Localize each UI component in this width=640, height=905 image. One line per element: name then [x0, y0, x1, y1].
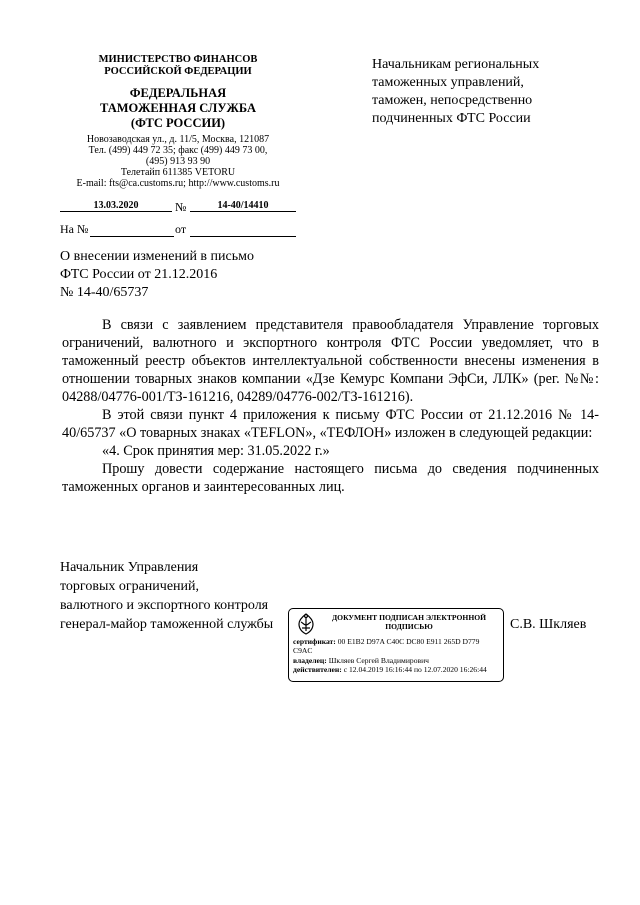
ministry-line-2: РОССИЙСКОЙ ФЕДЕРАЦИИ [104, 66, 252, 77]
recipient-line-3: таможен, непосредственно [372, 93, 533, 108]
ref-from: от [175, 222, 187, 236]
sender-address [54, 134, 302, 189]
owner-row [293, 656, 499, 665]
address-line-4: Телетайп 611385 VETORU [120, 167, 236, 178]
subject-line-2: ФТС России от 21.12.2016 [60, 267, 218, 282]
validity-label: действителен: [293, 665, 342, 675]
emblem-icon [293, 611, 319, 637]
service-line-3: (ФТС РОССИИ) [130, 116, 226, 130]
signatory-name: С.В. Шкляев [510, 617, 587, 632]
subject-line-1: О внесении изменений в письмо [60, 249, 254, 264]
electronic-signature-stamp [288, 608, 504, 682]
position-line-3: валютного и экспортного контроля [60, 598, 269, 613]
service-name [60, 86, 296, 131]
stamp-title [319, 613, 499, 631]
body-paragraph-4: Прошу довести содержание настоящего письма до сведения подчиненных таможенных органов и заинтересованных лиц. [62, 461, 599, 495]
letter-date: 13.03.2020 [93, 200, 139, 211]
validity-value: с 12.04.2019 16:16:44 по 12.07.2020 16:26:44 [343, 665, 487, 675]
certificate-value-cont: C9AC [293, 646, 313, 656]
recipient-line-2: таможенных управлений, [372, 75, 524, 90]
certificate-label: сертификат: [293, 637, 336, 646]
address-line-1: Новозаводская ул., д. 11/5, Москва, 121087 [86, 134, 270, 145]
subject-block [60, 248, 320, 302]
letter-body [62, 316, 599, 496]
body-paragraph-2: В этой связи пункт 4 приложения к письму ФТС России от 21.12.2016 № 14-40/65737 «О товарных знаках «TEFLON», «ТЕФЛОН» изложен в следующей редакции: [62, 407, 599, 441]
service-line-1: ФЕДЕРАЛЬНАЯ [129, 86, 227, 100]
subject-line-3: № 14-40/65737 [60, 285, 149, 300]
service-line-2: ТАМОЖЕННАЯ СЛУЖБА [100, 101, 256, 115]
number-sign: № [175, 200, 187, 214]
position-line-2: торговых ограничений, [60, 579, 200, 594]
certificate-row [293, 637, 499, 646]
owner-label: владелец: [293, 655, 327, 665]
letter-number: 14-40/14410 [217, 200, 269, 211]
recipient-line-4: подчиненных ФТС России [372, 111, 531, 126]
ref-number-line [90, 222, 174, 237]
ref-prefix: На № [60, 222, 89, 236]
address-line-3: (495) 913 93 90 [145, 156, 211, 167]
stamp-details [293, 637, 499, 675]
date-line [60, 195, 172, 212]
position-line-1: Начальник Управления [60, 560, 199, 575]
number-line [190, 195, 296, 212]
certificate-value: 00 E1B2 D97A C40C DC80 E911 265D D779 [337, 637, 480, 646]
address-line-2: Тел. (499) 449 72 35; факс (499) 449 73 00, [88, 145, 268, 156]
recipient-line-1: Начальникам региональных [372, 57, 540, 72]
ministry-name [60, 54, 296, 78]
body-paragraph-3: «4. Срок принятия мер: 31.05.2022 г.» [102, 443, 330, 459]
recipient-block [372, 56, 612, 128]
body-paragraph-1: В связи с заявлением представителя правообладателя Управление торговых ограничений, валютного и экспортного контроля ФТС России уведомляет, что в таможенный реестр объектов интеллектуальной собственности внесены изменения в отношении товарных знаков компании «Дзе Кемурс Компани ЭфСи, ЛЛК» (рег. №№: 04288/04776-001/ТЗ-161216, 04289/04776-002/ТЗ-161216). [62, 317, 599, 405]
owner-value: Шкляев Сергей Владимирович [328, 655, 429, 665]
address-line-5: E-mail: fts@ca.customs.ru; http://www.customs.ru [76, 178, 280, 189]
ref-date-line [190, 222, 296, 237]
ministry-line-1: МИНИСТЕРСТВО ФИНАНСОВ [98, 54, 258, 65]
validity-row [293, 665, 499, 674]
position-line-4: генерал-майор таможенной службы [60, 617, 274, 632]
stamp-title-line-2: ПОДПИСЬЮ [385, 622, 433, 631]
stamp-title-line-1: ДОКУМЕНТ ПОДПИСАН ЭЛЕКТРОННОЙ [331, 613, 487, 622]
